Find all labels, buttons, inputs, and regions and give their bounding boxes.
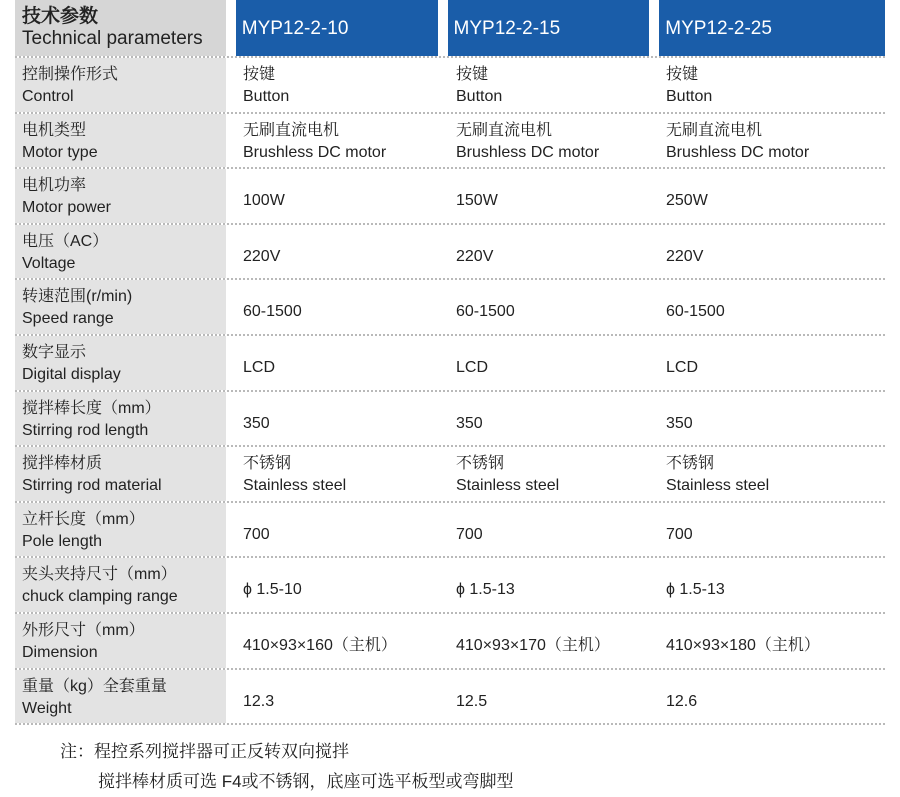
value-cell bbox=[236, 169, 439, 223]
row-label-en: Weight bbox=[22, 699, 72, 717]
footnote-line-2: 搅拌棒材质可选 F4或不锈钢，底座可选平板型或弯脚型 bbox=[98, 772, 514, 791]
row-label-en: Control bbox=[22, 88, 74, 105]
value-text: Button bbox=[243, 88, 290, 105]
value-text: ϕ 1.5-10 bbox=[243, 581, 302, 599]
row-label-zh: 电机类型 bbox=[22, 121, 87, 139]
row-label bbox=[15, 336, 226, 390]
row-label bbox=[15, 114, 226, 168]
row-label-en: Motor power bbox=[22, 199, 111, 217]
value-cell bbox=[659, 114, 884, 168]
value-cell bbox=[236, 670, 439, 724]
table-row bbox=[15, 280, 885, 336]
model-header-2: MYP12-2-15 bbox=[448, 0, 650, 56]
row-label bbox=[15, 670, 226, 724]
value-cell bbox=[236, 114, 439, 168]
value-text: 410×93×160（主机） bbox=[243, 636, 397, 654]
value-cell bbox=[449, 58, 649, 112]
value-text: 不锈钢 bbox=[243, 455, 292, 473]
table-row bbox=[15, 670, 885, 726]
table-header-row bbox=[15, 0, 885, 58]
value-cell bbox=[449, 614, 649, 668]
table-row bbox=[15, 392, 885, 448]
value-text: 700 bbox=[666, 525, 693, 543]
table-row bbox=[15, 225, 885, 281]
value-cell bbox=[659, 336, 884, 390]
row-label bbox=[15, 280, 226, 334]
value-text: 410×93×170（主机） bbox=[456, 636, 610, 654]
value-text: 350 bbox=[666, 414, 693, 432]
value-text: Button bbox=[456, 88, 503, 105]
value-text: LCD bbox=[243, 358, 276, 376]
value-text: 60-1500 bbox=[243, 303, 302, 321]
row-label bbox=[15, 169, 226, 223]
value-text: 350 bbox=[243, 414, 270, 432]
row-label-zh: 数字显示 bbox=[22, 343, 87, 361]
value-text: 12.6 bbox=[666, 692, 698, 710]
value-cell bbox=[659, 558, 884, 612]
value-cell bbox=[236, 503, 439, 557]
value-cell bbox=[449, 114, 649, 168]
value-text: Stainless steel bbox=[666, 477, 770, 495]
value-text: 12.5 bbox=[456, 692, 488, 710]
table-row bbox=[15, 58, 885, 114]
row-label-zh: 搅拌棒材质 bbox=[22, 455, 103, 473]
value-cell bbox=[236, 225, 439, 279]
value-cell bbox=[236, 447, 439, 501]
table-row bbox=[15, 169, 885, 225]
row-label-zh: 立杆长度（mm） bbox=[22, 510, 145, 528]
value-cell bbox=[659, 169, 884, 223]
row-label bbox=[15, 225, 226, 279]
value-text: 按键 bbox=[456, 66, 489, 83]
value-text: 250W bbox=[666, 192, 708, 210]
value-text: 350 bbox=[456, 414, 483, 432]
row-label bbox=[15, 614, 226, 668]
row-label bbox=[15, 58, 226, 112]
header-label-en: Technical parameters bbox=[22, 28, 203, 49]
row-label-zh: 外形尺寸（mm） bbox=[22, 621, 145, 639]
row-label-en: chuck clamping range bbox=[22, 588, 178, 606]
value-text: Stainless steel bbox=[243, 477, 347, 495]
table-row bbox=[15, 114, 885, 170]
spec-table bbox=[15, 0, 885, 725]
value-text: 150W bbox=[456, 192, 498, 210]
row-label-zh: 控制操作形式 bbox=[22, 66, 119, 83]
value-text: 按键 bbox=[666, 66, 699, 83]
row-label bbox=[15, 392, 226, 446]
row-label-en: Dimension bbox=[22, 643, 98, 661]
row-label-en: Stirring rod length bbox=[22, 421, 149, 439]
value-cell bbox=[449, 280, 649, 334]
value-cell bbox=[449, 670, 649, 724]
value-cell bbox=[236, 558, 439, 612]
row-label-zh: 电机功率 bbox=[22, 177, 87, 195]
table-row bbox=[15, 447, 885, 503]
value-cell bbox=[449, 225, 649, 279]
value-text: 按键 bbox=[243, 66, 276, 83]
value-cell bbox=[659, 392, 884, 446]
header-label-cell bbox=[15, 0, 226, 56]
value-text: 220V bbox=[666, 247, 704, 265]
value-text: 700 bbox=[243, 525, 270, 543]
row-label-en: Digital display bbox=[22, 365, 121, 383]
value-text: 700 bbox=[456, 525, 483, 543]
row-label-en: Stirring rod material bbox=[22, 477, 162, 495]
row-label-en: Speed range bbox=[22, 310, 114, 328]
row-label bbox=[15, 503, 226, 557]
model-header-1: MYP12-2-10 bbox=[236, 0, 438, 56]
value-text: 220V bbox=[456, 247, 494, 265]
value-cell bbox=[236, 392, 439, 446]
value-cell bbox=[449, 503, 649, 557]
row-label bbox=[15, 447, 226, 501]
table-row bbox=[15, 503, 885, 559]
value-text: LCD bbox=[456, 358, 489, 376]
table-row bbox=[15, 558, 885, 614]
value-text: 60-1500 bbox=[666, 303, 725, 321]
value-cell bbox=[236, 336, 439, 390]
value-text: 100W bbox=[243, 192, 285, 210]
row-label bbox=[15, 558, 226, 612]
value-cell bbox=[449, 447, 649, 501]
row-label-en: Pole length bbox=[22, 532, 103, 550]
value-cell bbox=[236, 280, 439, 334]
footnote-line-1: 注：程控系列搅拌器可正反转双向搅拌 bbox=[60, 742, 349, 761]
value-text: Brushless DC motor bbox=[456, 143, 600, 161]
value-text: 410×93×180（主机） bbox=[666, 636, 820, 654]
value-cell bbox=[659, 58, 884, 112]
row-label-en: Motor type bbox=[22, 143, 98, 161]
row-label-en: Voltage bbox=[22, 254, 76, 272]
value-text: 无刷直流电机 bbox=[243, 121, 340, 139]
row-label-zh: 转速范围(r/min) bbox=[22, 288, 133, 306]
value-cell bbox=[659, 280, 884, 334]
value-text: 无刷直流电机 bbox=[456, 121, 553, 139]
value-cell bbox=[236, 614, 439, 668]
row-label-zh: 电压（AC） bbox=[22, 232, 109, 250]
value-text: LCD bbox=[666, 358, 699, 376]
value-cell bbox=[449, 169, 649, 223]
value-text: Stainless steel bbox=[456, 477, 560, 495]
value-cell bbox=[449, 392, 649, 446]
table-row bbox=[15, 336, 885, 392]
header-label-zh: 技术参数 bbox=[22, 6, 99, 27]
value-text: ϕ 1.5-13 bbox=[666, 581, 725, 599]
value-cell bbox=[449, 336, 649, 390]
value-cell bbox=[659, 447, 884, 501]
value-text: 不锈钢 bbox=[456, 455, 505, 473]
value-text: Brushless DC motor bbox=[243, 143, 387, 161]
value-cell bbox=[236, 58, 439, 112]
model-header-3: MYP12-2-25 bbox=[659, 0, 885, 56]
value-cell bbox=[659, 225, 884, 279]
table-row bbox=[15, 614, 885, 670]
value-text: 60-1500 bbox=[456, 303, 515, 321]
value-text: Brushless DC motor bbox=[666, 143, 810, 161]
value-cell bbox=[659, 503, 884, 557]
value-text: 12.3 bbox=[243, 692, 275, 710]
row-label-zh: 重量（kg）全套重量 bbox=[22, 677, 167, 695]
row-label-zh: 夹头夹持尺寸（mm） bbox=[22, 566, 177, 584]
value-text: 无刷直流电机 bbox=[666, 121, 763, 139]
value-text: ϕ 1.5-13 bbox=[456, 581, 515, 599]
value-cell bbox=[449, 558, 649, 612]
value-text: Button bbox=[666, 88, 713, 105]
value-text: 220V bbox=[243, 247, 281, 265]
value-cell bbox=[659, 670, 884, 724]
row-label-zh: 搅拌棒长度（mm） bbox=[22, 399, 161, 417]
footnote bbox=[60, 737, 514, 797]
value-text: 不锈钢 bbox=[666, 455, 715, 473]
value-cell bbox=[659, 614, 884, 668]
